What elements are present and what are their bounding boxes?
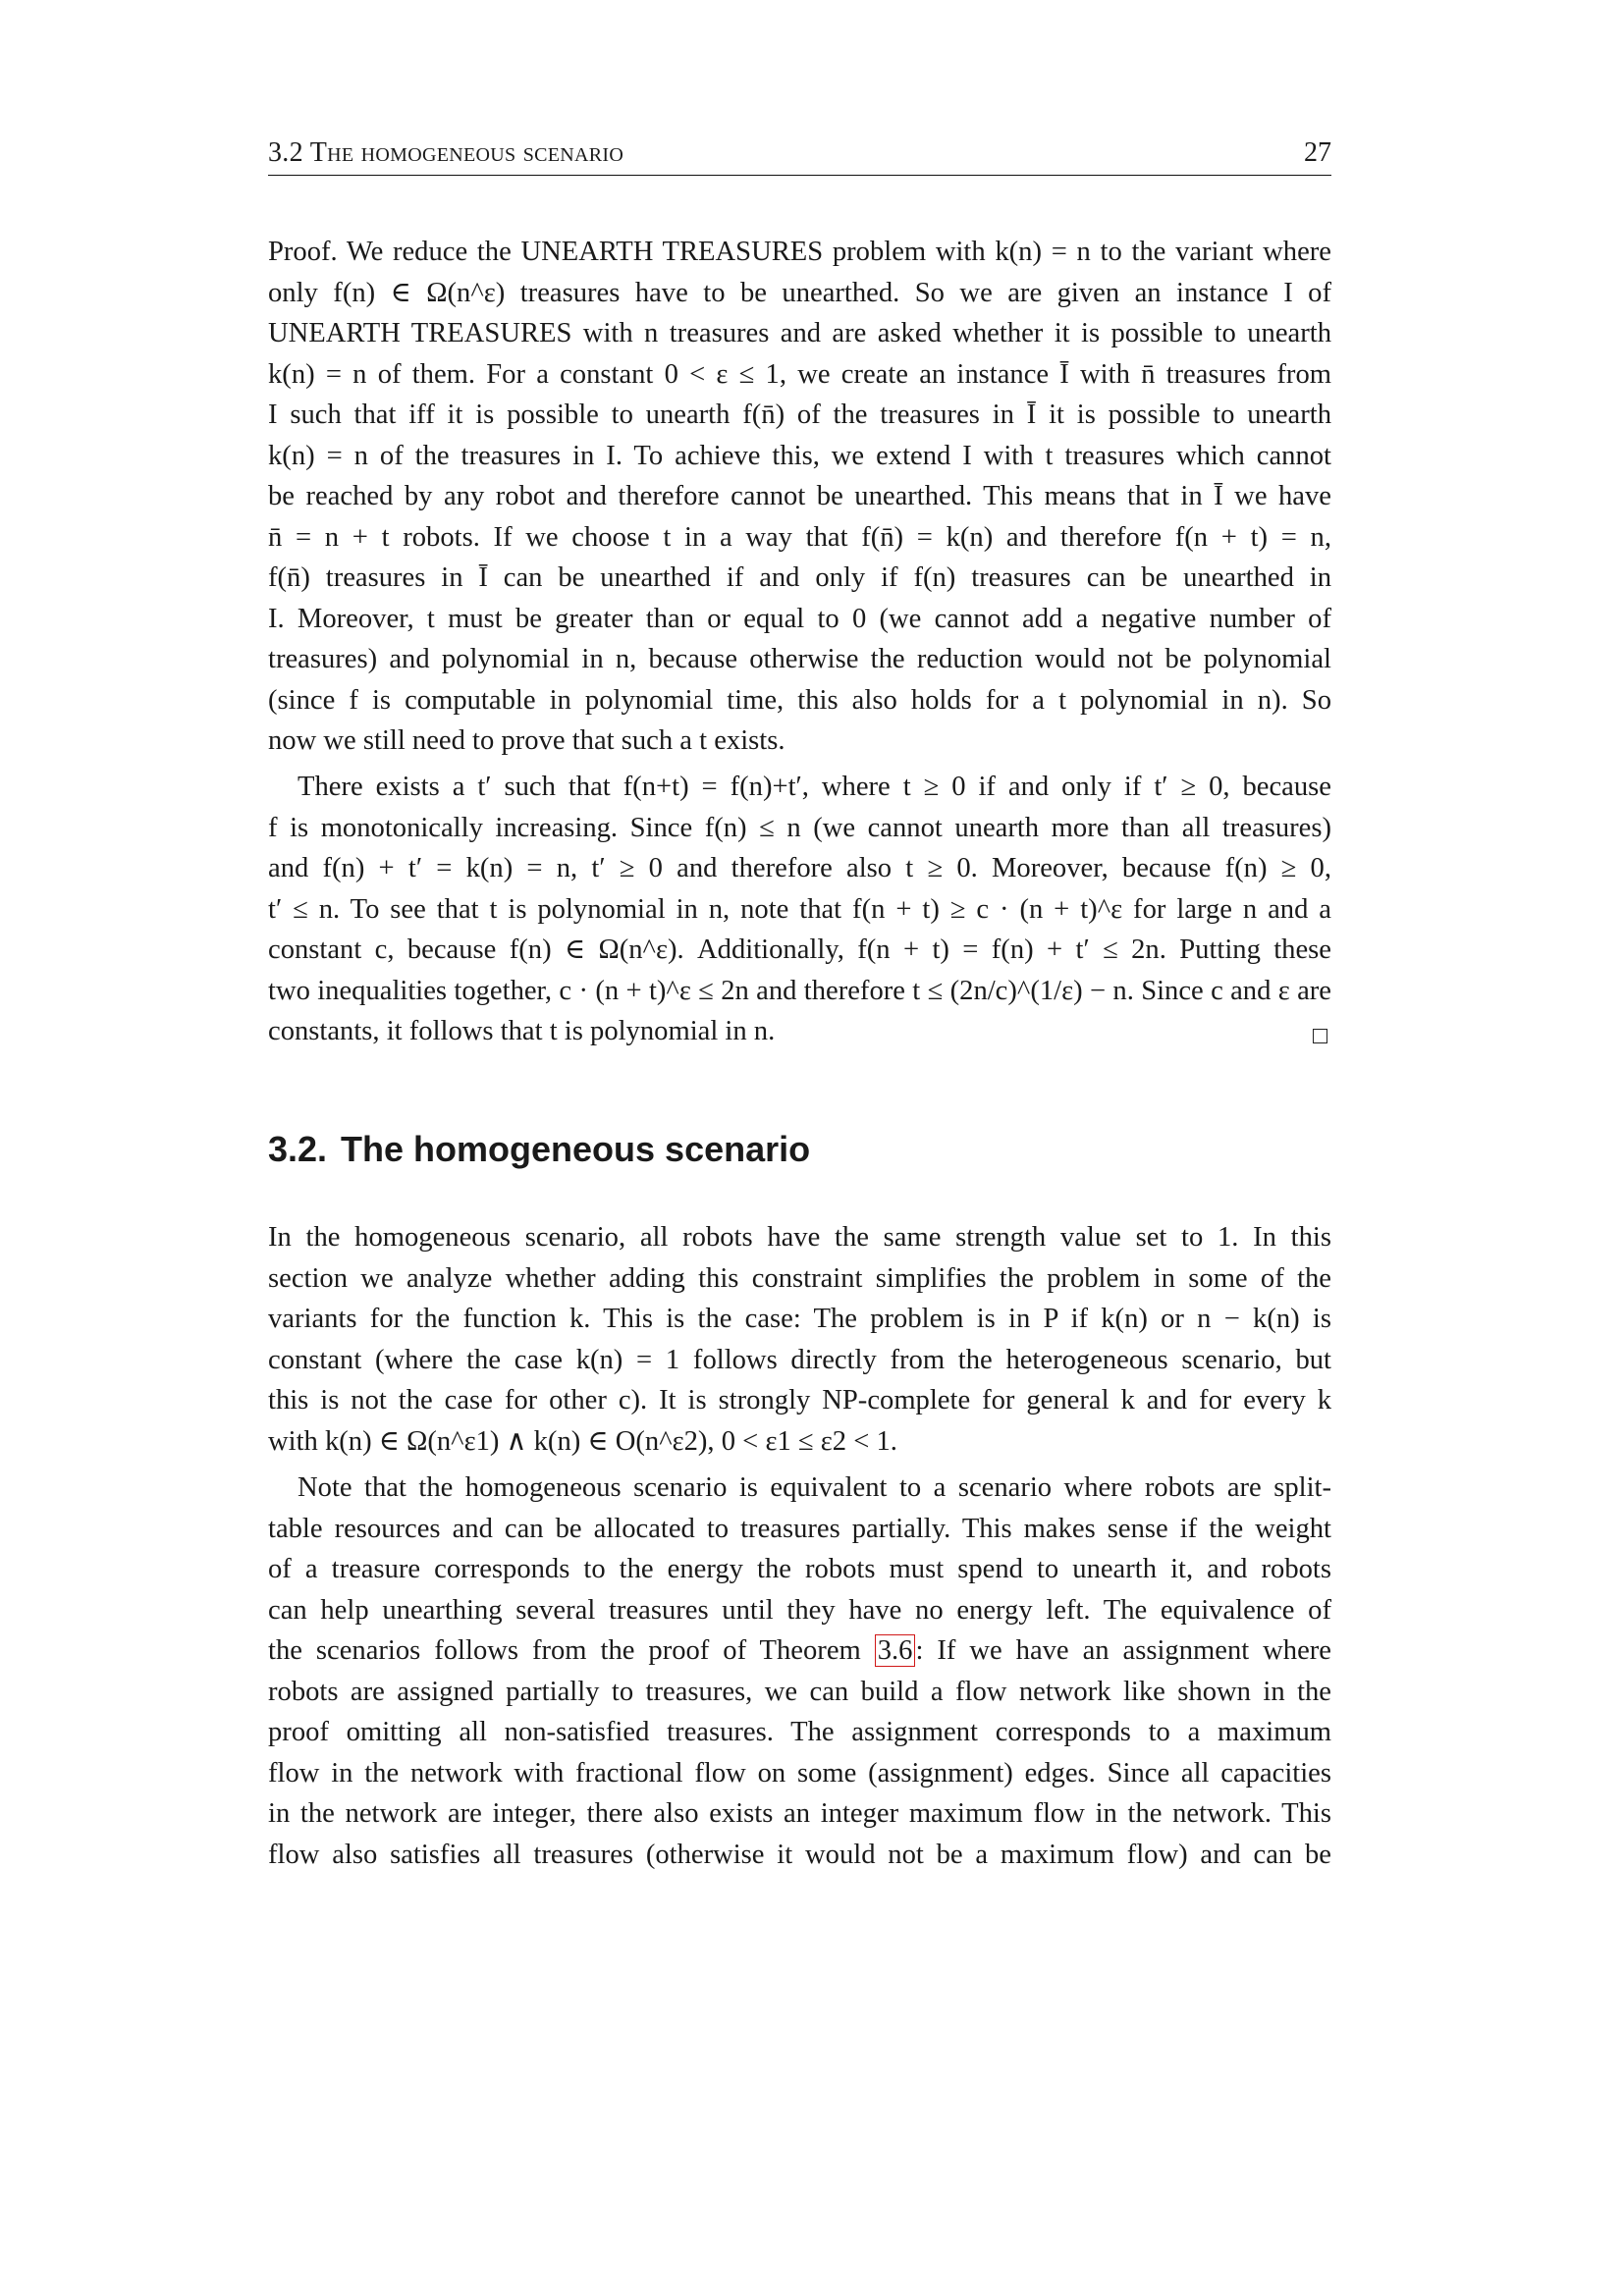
text-line: the scenarios follows from the proof of Theorem 3.6 : If we have an assignment where	[268, 1635, 1331, 1666]
text-line: can help unearthing several treasures until they have no energy left. The equivalence of	[268, 1594, 1331, 1626]
text-line: f is monotonically increasing. Since f(n) ≤ n (we cannot unearth more than all treasures)	[268, 812, 1331, 843]
text-line: Proof. We reduce the UNEARTH TREASURES problem with k(n) = n to the variant where	[268, 237, 1331, 267]
text-line: n̄ = n + t robots. If we choose t in a way that f(n̄) = k(n) and therefore f(n + t) = n,	[268, 521, 1331, 553]
proof-paragraph-2	[268, 767, 1331, 1052]
text-line: robots are assigned partially to treasures, we can build a flow network like shown in the	[268, 1676, 1331, 1707]
text-line: with k(n) ∈ Ω(n^ε1) ∧ k(n) ∈ O(n^ε2), 0 < ε1 ≤ ε2 < 1.	[268, 1425, 897, 1457]
qed-icon	[1313, 1029, 1327, 1043]
text-line: I such that iff it is possible to unearth f(n̄) of the treasures in Ī it is possible to unearth	[268, 400, 1331, 430]
text-line: only f(n) ∈ Ω(n^ε) treasures have to be unearthed. So we are given an instance I of	[268, 277, 1331, 308]
text-line: and f(n) + t′ = k(n) = n, t′ ≥ 0 and therefore also t ≥ 0. Moreover, because f(n) ≥ 0,	[268, 853, 1331, 883]
text-line: There exists a t′ such that f(n+t) = f(n)+t′, where t ≥ 0 if and only if t′ ≥ 0, because	[298, 772, 1331, 802]
text-line: (since f is computable in polynomial time, this also holds for a t polynomial in n). So	[268, 684, 1331, 716]
proof-paragraph-1	[268, 232, 1331, 762]
text-line: of a treasure corresponds to the energy the robots must spend to unearth it, and robots	[268, 1554, 1331, 1584]
text-line: constants, it follows that t is polynomial in n.	[268, 1016, 776, 1046]
theorem-reference-link[interactable]: 3.6	[875, 1634, 916, 1667]
text-line: f(n̄) treasures in Ī can be unearthed if and only if f(n) treasures can be unearthed in	[268, 562, 1331, 593]
text-line: I. Moreover, t must be greater than or equal to 0 (we cannot add a negative number of	[268, 603, 1331, 634]
body-paragraph-1	[268, 1217, 1331, 1462]
text-line: k(n) = n of the treasures in I. To achieve this, we extend I with t treasures which cannot	[268, 440, 1331, 471]
text-line: k(n) = n of them. For a constant 0 < ε ≤ 1, we create an instance Ī with n̄ treasures from	[268, 358, 1331, 390]
running-head	[268, 137, 1331, 176]
text-line: In the homogeneous scenario, all robots have the same strength value set to 1. In this	[268, 1222, 1331, 1253]
body-paragraph-2	[268, 1468, 1331, 1875]
section-number: 3.2.	[268, 1129, 328, 1169]
text-line: proof omitting all non-satisfied treasures. The assignment corresponds to a maximum	[268, 1717, 1331, 1747]
text-line: constant (where the case k(n) = 1 follows directly from the heterogeneous scenario, but	[268, 1344, 1331, 1375]
text-line: UNEARTH TREASURES with n treasures and are asked whether it is possible to unearth	[268, 318, 1331, 348]
text-line: be reached by any robot and therefore cannot be unearthed. This means that in Ī we have	[268, 481, 1331, 511]
text-line: constant c, because f(n) ∈ Ω(n^ε). Additionally, f(n + t) = f(n) + t′ ≤ 2n. Putting these	[268, 934, 1331, 965]
section-heading	[268, 1129, 810, 1170]
text-line: section we analyze whether adding this constraint simplifies the problem in some of the	[268, 1262, 1331, 1294]
text-line: this is not the case for other c). It is strongly NP-complete for general k and for every k	[268, 1385, 1331, 1415]
page-number: 27	[1304, 137, 1331, 168]
text-line: two inequalities together, c · (n + t)^ε ≤ 2n and therefore t ≤ (2n/c)^(1/ε) − n. Since c and ε are	[268, 975, 1331, 1006]
text-line: now we still need to prove that such a t exists.	[268, 725, 785, 756]
text-line: flow in the network with fractional flow on some (assignment) edges. Since all capacities	[268, 1757, 1331, 1789]
running-head-title: 3.2 The homogeneous scenario	[268, 137, 624, 168]
section-title: The homogeneous scenario	[341, 1129, 811, 1169]
text-line: variants for the function k. This is the case: The problem is in P if k(n) or n − k(n) is	[268, 1304, 1331, 1334]
text-line: Note that the homogeneous scenario is equivalent to a scenario where robots are split-	[298, 1472, 1331, 1503]
text-line: in the network are integer, there also exists an integer maximum flow in the network. This	[268, 1798, 1331, 1829]
text-line: table resources and can be allocated to treasures partially. This makes sense if the weight	[268, 1513, 1331, 1544]
text-line: t′ ≤ n. To see that t is polynomial in n, note that f(n + t) ≥ c · (n + t)^ε for large n and a	[268, 893, 1331, 925]
text-line: treasures) and polynomial in n, because otherwise the reduction would not be polynomial	[268, 644, 1331, 674]
text-line: flow also satisfies all treasures (otherwise it would not be a maximum flow) and can be	[268, 1839, 1331, 1870]
